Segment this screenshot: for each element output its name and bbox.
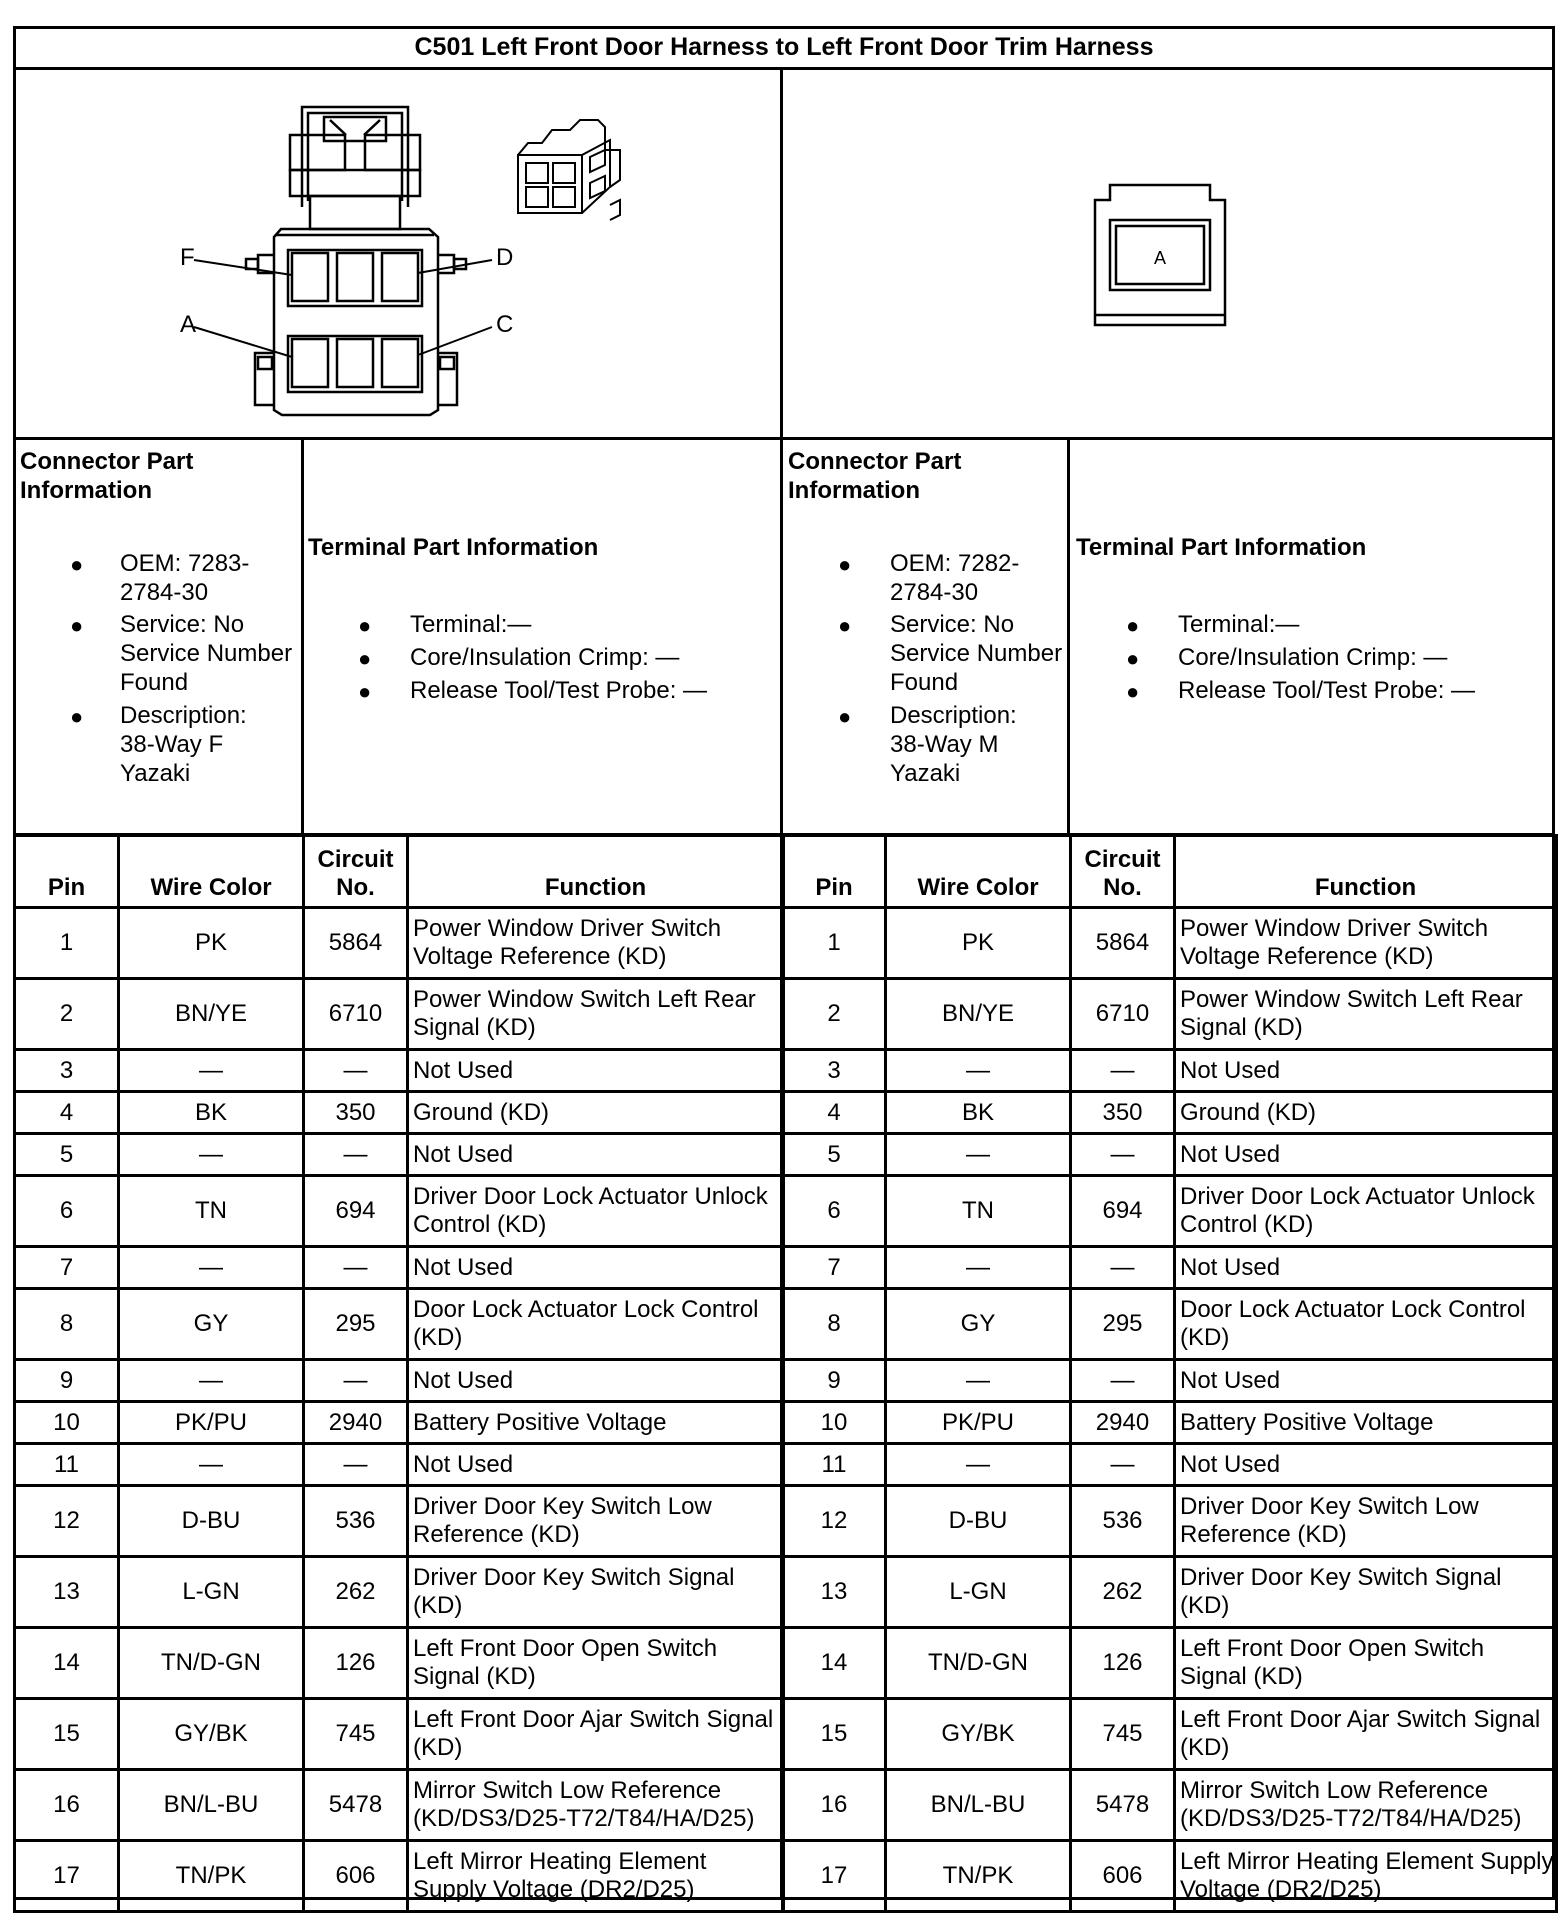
function-cell: Not Used: [408, 1360, 784, 1402]
table-row: [15, 1699, 784, 1770]
circuit-cell: 694: [1071, 1176, 1175, 1247]
table-row: [15, 1486, 784, 1557]
pin-cell: 11: [15, 1444, 119, 1486]
table-row: [783, 1176, 1557, 1247]
wire-color-cell: PK/PU: [119, 1402, 304, 1444]
pin-cell: 10: [15, 1402, 119, 1444]
wire-color-cell: TN: [119, 1176, 304, 1247]
table-row: [783, 1360, 1557, 1402]
wire-color-cell: BK: [119, 1092, 304, 1134]
pin-cell: 9: [783, 1360, 886, 1402]
function-cell: Ground (KD): [1175, 1092, 1557, 1134]
function-cell: Not Used: [1175, 1247, 1557, 1289]
wire-color-cell: TN/PK: [886, 1841, 1071, 1912]
wire-color-cell: —: [119, 1050, 304, 1092]
right-connector-info-title: Connector Part Information: [788, 448, 962, 504]
table-row: [15, 1557, 784, 1628]
function-cell: Left Mirror Heating Element Supply Voltage (DR2/D25): [1175, 1841, 1557, 1912]
right-core-crimp: Core/Insulation Crimp: —: [1178, 644, 1448, 671]
function-cell: Not Used: [1175, 1050, 1557, 1092]
circuit-cell: —: [304, 1444, 408, 1486]
function-cell: Not Used: [408, 1050, 784, 1092]
wire-color-cell: —: [886, 1360, 1071, 1402]
wire-color-cell: D-BU: [119, 1486, 304, 1557]
function-cell: Driver Door Key Switch Signal (KD): [1175, 1557, 1557, 1628]
bullet-icon: ●: [1126, 646, 1140, 671]
right-release-tool: Release Tool/Test Probe: —: [1178, 677, 1476, 704]
wire-color-cell: TN/PK: [119, 1841, 304, 1912]
pin-cell: 2: [15, 979, 119, 1050]
pin-cell: 11: [783, 1444, 886, 1486]
table-row: [783, 1247, 1557, 1289]
table-row: [783, 908, 1557, 979]
circuit-cell: 606: [1071, 1841, 1175, 1912]
wire-color-cell: PK: [119, 908, 304, 979]
table-row: [15, 1176, 784, 1247]
wire-color-cell: PK: [886, 908, 1071, 979]
col-header-function: Function: [408, 836, 784, 908]
pin-cell: 12: [15, 1486, 119, 1557]
circuit-cell: 295: [304, 1289, 408, 1360]
wire-color-cell: TN: [886, 1176, 1071, 1247]
wire-color-cell: —: [119, 1444, 304, 1486]
table-row: [783, 1402, 1557, 1444]
table-row: [15, 1050, 784, 1092]
pin-cell: 8: [15, 1289, 119, 1360]
pin-cell: 3: [15, 1050, 119, 1092]
wire-color-cell: —: [886, 1247, 1071, 1289]
right-terminal-info-title: Terminal Part Information: [1076, 534, 1367, 561]
bullet-icon: ●: [70, 613, 84, 638]
pin-cell: 5: [783, 1134, 886, 1176]
right-oem: OEM: 7282-2784-30: [890, 550, 1020, 606]
pin-cell: 4: [783, 1092, 886, 1134]
function-cell: Driver Door Key Switch Low Reference (KD): [1175, 1486, 1557, 1557]
left-terminal: Terminal:—: [410, 611, 532, 638]
table-row: [15, 908, 784, 979]
function-cell: Not Used: [1175, 1444, 1557, 1486]
pin-label-a-right: A: [1153, 248, 1167, 268]
pin-label-d: D: [496, 244, 514, 271]
bullet-icon: ●: [70, 704, 84, 729]
wire-color-cell: L-GN: [886, 1557, 1071, 1628]
pin-cell: 9: [15, 1360, 119, 1402]
function-cell: Not Used: [408, 1247, 784, 1289]
function-cell: Power Window Switch Left Rear Signal (KD): [408, 979, 784, 1050]
table-row: [783, 1134, 1557, 1176]
left-description: Description: 38-Way F Yazaki: [120, 702, 247, 787]
table-row: [783, 1699, 1557, 1770]
wire-color-cell: PK/PU: [886, 1402, 1071, 1444]
table-row: [15, 1841, 784, 1912]
left-core-crimp: Core/Insulation Crimp: —: [410, 644, 680, 671]
function-cell: Door Lock Actuator Lock Control (KD): [1175, 1289, 1557, 1360]
function-cell: Not Used: [1175, 1134, 1557, 1176]
function-cell: Ground (KD): [408, 1092, 784, 1134]
wire-color-cell: —: [886, 1134, 1071, 1176]
wire-color-cell: —: [119, 1134, 304, 1176]
pin-cell: 13: [15, 1557, 119, 1628]
circuit-cell: —: [1071, 1444, 1175, 1486]
pin-cell: 4: [15, 1092, 119, 1134]
bullet-icon: ●: [1126, 679, 1140, 704]
circuit-cell: 5478: [1071, 1770, 1175, 1841]
function-cell: Door Lock Actuator Lock Control (KD): [408, 1289, 784, 1360]
circuit-cell: 350: [304, 1092, 408, 1134]
circuit-cell: —: [304, 1247, 408, 1289]
function-cell: Mirror Switch Low Reference (KD/DS3/D25-T72/T84/HA/D25): [408, 1770, 784, 1841]
wire-color-cell: BN/L-BU: [886, 1770, 1071, 1841]
wire-color-cell: —: [886, 1050, 1071, 1092]
circuit-cell: 126: [1071, 1628, 1175, 1699]
right-pin-table: [781, 834, 1558, 1913]
circuit-cell: —: [304, 1050, 408, 1092]
function-cell: Left Front Door Ajar Switch Signal (KD): [408, 1699, 784, 1770]
function-cell: Driver Door Key Switch Low Reference (KD): [408, 1486, 784, 1557]
circuit-cell: —: [1071, 1360, 1175, 1402]
pin-cell: 17: [783, 1841, 886, 1912]
pin-label-f: F: [180, 244, 195, 271]
circuit-cell: 262: [304, 1557, 408, 1628]
col-header-wire-color: Wire Color: [119, 836, 304, 908]
wire-color-cell: D-BU: [886, 1486, 1071, 1557]
col-header-circuit: Circuit No.: [304, 836, 408, 908]
circuit-cell: —: [1071, 1050, 1175, 1092]
pin-cell: 16: [783, 1770, 886, 1841]
circuit-cell: —: [304, 1134, 408, 1176]
table-row: [15, 1134, 784, 1176]
circuit-cell: —: [304, 1360, 408, 1402]
pin-cell: 17: [15, 1841, 119, 1912]
right-connector-diagram: [1080, 175, 1260, 335]
left-connector-diagram: [150, 95, 650, 425]
table-row: [15, 1247, 784, 1289]
table-row: [15, 979, 784, 1050]
table-row: [783, 979, 1557, 1050]
table-row: [783, 1050, 1557, 1092]
table-row: [783, 1444, 1557, 1486]
pin-cell: 14: [783, 1628, 886, 1699]
pin-cell: 6: [15, 1176, 119, 1247]
left-oem: OEM: 7283-2784-30: [120, 550, 250, 606]
right-description: Description: 38-Way M Yazaki: [890, 702, 1017, 787]
function-cell: Left Mirror Heating Element Supply Voltage (DR2/D25): [408, 1841, 784, 1912]
function-cell: Not Used: [408, 1134, 784, 1176]
wire-color-cell: TN/D-GN: [886, 1628, 1071, 1699]
circuit-cell: 2940: [1071, 1402, 1175, 1444]
bullet-icon: ●: [838, 704, 852, 729]
table-row: [15, 1360, 784, 1402]
circuit-cell: 350: [1071, 1092, 1175, 1134]
pin-cell: 16: [15, 1770, 119, 1841]
function-cell: Power Window Driver Switch Voltage Reference (KD): [408, 908, 784, 979]
pin-cell: 3: [783, 1050, 886, 1092]
col-header-function: Function: [1175, 836, 1557, 908]
bullet-icon: ●: [358, 679, 372, 704]
table-row: [783, 1770, 1557, 1841]
wire-color-cell: GY/BK: [886, 1699, 1071, 1770]
function-cell: Not Used: [1175, 1360, 1557, 1402]
circuit-cell: 536: [1071, 1486, 1175, 1557]
pin-cell: 14: [15, 1628, 119, 1699]
right-service: Service: No Service Number Found: [890, 611, 1063, 696]
pin-cell: 1: [783, 908, 886, 979]
pin-cell: 2: [783, 979, 886, 1050]
info-divider-left: [301, 437, 304, 835]
table-row: [783, 1092, 1557, 1134]
function-cell: Driver Door Lock Actuator Unlock Control (KD): [1175, 1176, 1557, 1247]
table-row: [15, 1289, 784, 1360]
wire-color-cell: GY: [886, 1289, 1071, 1360]
circuit-cell: —: [1071, 1247, 1175, 1289]
function-cell: Left Front Door Ajar Switch Signal (KD): [1175, 1699, 1557, 1770]
left-connector-info-title: Connector Part Information: [20, 448, 194, 504]
pin-cell: 15: [783, 1699, 886, 1770]
circuit-cell: 126: [304, 1628, 408, 1699]
table-row: [783, 1557, 1557, 1628]
left-pin-table: [13, 834, 785, 1913]
pin-cell: 6: [783, 1176, 886, 1247]
bullet-icon: ●: [1126, 613, 1140, 638]
table-row: [783, 1628, 1557, 1699]
wire-color-cell: L-GN: [119, 1557, 304, 1628]
bullet-icon: ●: [358, 613, 372, 638]
table-row: [15, 1092, 784, 1134]
function-cell: Power Window Switch Left Rear Signal (KD): [1175, 979, 1557, 1050]
table-row: [15, 1628, 784, 1699]
circuit-cell: 745: [304, 1699, 408, 1770]
function-cell: Driver Door Key Switch Signal (KD): [408, 1557, 784, 1628]
function-cell: Left Front Door Open Switch Signal (KD): [408, 1628, 784, 1699]
pin-cell: 13: [783, 1557, 886, 1628]
bullet-icon: ●: [838, 552, 852, 577]
function-cell: Power Window Driver Switch Voltage Reference (KD): [1175, 908, 1557, 979]
col-header-pin: Pin: [783, 836, 886, 908]
bullet-icon: ●: [358, 646, 372, 671]
circuit-cell: 6710: [304, 979, 408, 1050]
col-header-circuit: Circuit No.: [1071, 836, 1175, 908]
table-row: [15, 1770, 784, 1841]
function-cell: Battery Positive Voltage: [408, 1402, 784, 1444]
bullet-icon: ●: [70, 552, 84, 577]
table-row: [15, 1444, 784, 1486]
pin-cell: 12: [783, 1486, 886, 1557]
function-cell: Left Front Door Open Switch Signal (KD): [1175, 1628, 1557, 1699]
pin-label-c: C: [496, 311, 514, 338]
wire-color-cell: BN/YE: [886, 979, 1071, 1050]
pin-cell: 8: [783, 1289, 886, 1360]
pin-cell: 15: [15, 1699, 119, 1770]
function-cell: Mirror Switch Low Reference (KD/DS3/D25-T72/T84/HA/D25): [1175, 1770, 1557, 1841]
circuit-cell: 5478: [304, 1770, 408, 1841]
circuit-cell: 5864: [304, 908, 408, 979]
wire-color-cell: —: [119, 1360, 304, 1402]
table-row: [783, 1289, 1557, 1360]
table-row: [783, 1486, 1557, 1557]
circuit-cell: 295: [1071, 1289, 1175, 1360]
left-release-tool: Release Tool/Test Probe: —: [410, 677, 708, 704]
wire-color-cell: —: [886, 1444, 1071, 1486]
wire-color-cell: GY: [119, 1289, 304, 1360]
circuit-cell: 5864: [1071, 908, 1175, 979]
table-row: [15, 1402, 784, 1444]
wire-color-cell: TN/D-GN: [119, 1628, 304, 1699]
pin-cell: 5: [15, 1134, 119, 1176]
circuit-cell: —: [1071, 1134, 1175, 1176]
circuit-cell: 2940: [304, 1402, 408, 1444]
pin-cell: 1: [15, 908, 119, 979]
circuit-cell: 745: [1071, 1699, 1175, 1770]
pin-cell: 7: [783, 1247, 886, 1289]
diagram-divider: [13, 437, 1555, 440]
function-cell: Driver Door Lock Actuator Unlock Control (KD): [408, 1176, 784, 1247]
bullet-icon: ●: [838, 613, 852, 638]
col-header-pin: Pin: [15, 836, 119, 908]
pin-label-a: A: [180, 311, 197, 338]
left-terminal-info-title: Terminal Part Information: [308, 534, 599, 561]
wire-color-cell: BK: [886, 1092, 1071, 1134]
table-row: [783, 1841, 1557, 1912]
col-header-wire-color: Wire Color: [886, 836, 1071, 908]
left-service: Service: No Service Number Found: [120, 611, 293, 696]
circuit-cell: 694: [304, 1176, 408, 1247]
circuit-cell: 6710: [1071, 979, 1175, 1050]
function-cell: Battery Positive Voltage: [1175, 1402, 1557, 1444]
right-terminal: Terminal:—: [1178, 611, 1300, 638]
wire-color-cell: GY/BK: [119, 1699, 304, 1770]
circuit-cell: 536: [304, 1486, 408, 1557]
pin-cell: 10: [783, 1402, 886, 1444]
wire-color-cell: BN/L-BU: [119, 1770, 304, 1841]
page-title: C501 Left Front Door Harness to Left Front Door Trim Harness: [13, 26, 1555, 70]
function-cell: Not Used: [408, 1444, 784, 1486]
pin-cell: 7: [15, 1247, 119, 1289]
circuit-cell: 262: [1071, 1557, 1175, 1628]
circuit-cell: 606: [304, 1841, 408, 1912]
wire-color-cell: BN/YE: [119, 979, 304, 1050]
wire-color-cell: —: [119, 1247, 304, 1289]
